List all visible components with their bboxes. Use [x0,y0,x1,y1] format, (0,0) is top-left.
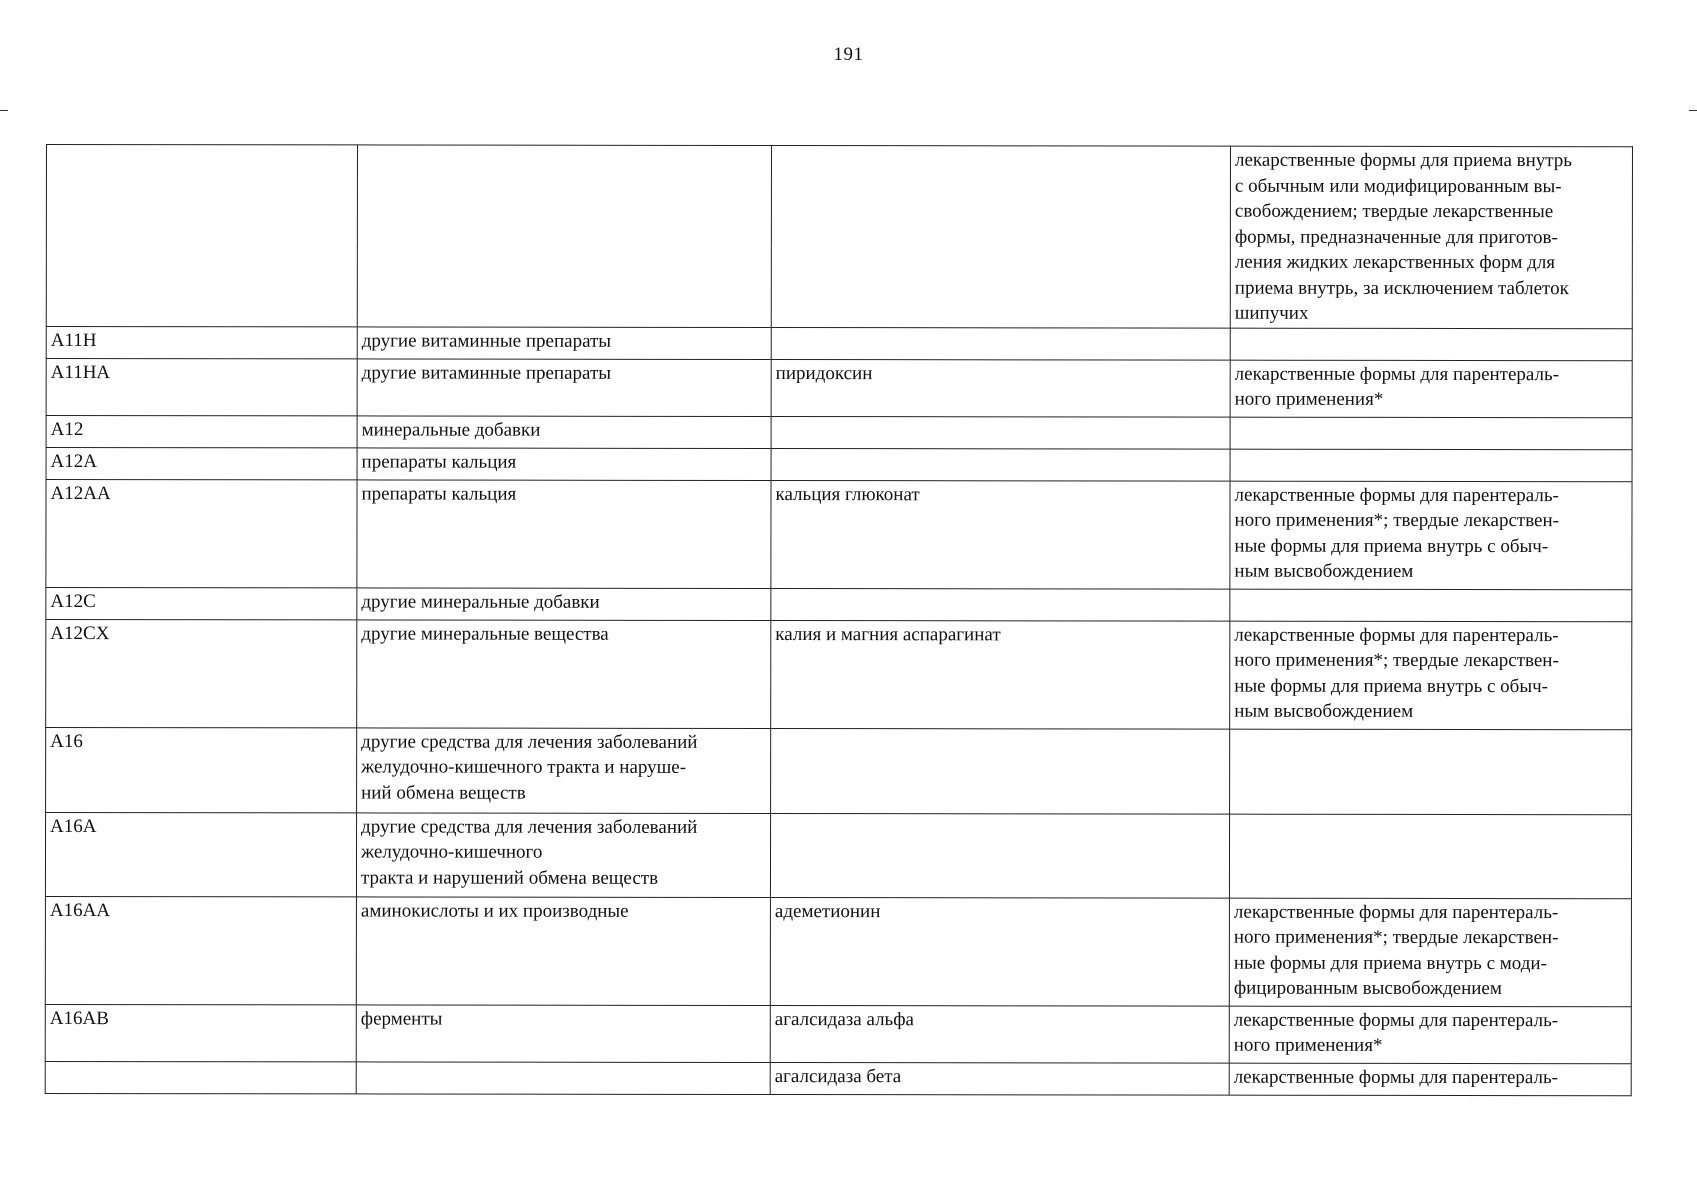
group-cell [357,326,771,359]
drug-text: пиридоксин [775,362,873,384]
table-row [46,447,1632,481]
code-cell [46,479,357,587]
drug-cell [770,1062,1229,1095]
form-text: лекарственные формы для парентераль- [1233,1066,1559,1088]
form-cell [1229,1006,1631,1064]
table-row [46,358,1632,417]
group-text: другие средства для лечения заболеваний желудочно-кишечного тракта и наруше- ний обмена веществ [361,730,698,804]
group-cell [357,587,771,620]
group-text: минеральные добавки [361,418,541,441]
form-cell [1230,729,1632,815]
form-cell [1229,1063,1631,1096]
drug-cell [771,728,1230,814]
group-cell [356,1061,770,1094]
code-text: A11H [50,329,97,351]
code-cell [45,1004,356,1061]
form-cell [1230,621,1632,730]
drug-text: адеметионин [774,900,881,922]
group-cell [357,447,771,480]
code-cell [46,415,357,447]
table-row [46,145,1632,329]
code-text: A11HA [50,361,111,383]
code-cell [46,727,357,812]
drug-cell [770,813,1229,898]
group-text: другие минеральные вещества [361,622,609,645]
table-row [46,326,1632,360]
form-cell [1230,328,1632,361]
code-cell [45,1061,356,1093]
table-row [46,587,1632,621]
drug-text: кальция глюконат [775,483,920,505]
form-cell [1229,814,1631,899]
form-cell [1230,481,1632,590]
drug-cell [771,359,1230,417]
group-text: другие витаминные препараты [361,361,612,384]
group-cell [356,812,770,897]
form-text: лекарственные формы для парентераль- ного применения*; твердые лекарствен- ные формы для приема внутрь с обыч- ным высвобождением [1234,484,1560,582]
drug-cell [770,897,1229,1006]
form-text: лекарственные формы для парентераль- ного применения* [1234,363,1560,410]
group-text: аминокислоты и их производные [360,899,629,922]
code-text: A12 [50,418,84,440]
form-cell [1230,146,1632,328]
group-cell [357,479,771,588]
group-cell [357,619,771,728]
code-cell [46,587,357,619]
table-row [46,415,1632,449]
group-cell [356,1004,770,1062]
group-text: другие витаминные препараты [361,329,612,352]
form-cell [1229,898,1631,1007]
code-cell [46,145,357,327]
group-text: ферменты [360,1007,443,1030]
form-cell [1230,449,1632,482]
drug-cell [771,327,1230,360]
code-cell [46,447,357,479]
drug-text: агалсидаза бета [774,1065,902,1087]
group-text: другие средства для лечения заболеваний желудочно-кишечного тракта и нарушений обмена веществ [360,815,698,889]
code-text: A16AB [49,1007,109,1029]
group-cell [357,727,771,813]
drug-table [45,144,1633,1096]
drug-cell [771,146,1230,328]
code-cell [46,619,357,727]
form-text: лекарственные формы для приема внутрь с обычным или модифицированным вы- свобождением; твердые лекарственные формы, предназначенные для приготов- ления жидких лекарственных форм для приема внутрь, за исключением таблеток шипучих [1234,149,1572,324]
table-row [45,896,1631,1006]
code-text: A12C [50,590,96,612]
code-text: A16A [50,815,97,837]
left-edge-mark [0,110,8,111]
form-cell [1230,360,1632,418]
table-row [46,479,1632,589]
group-text: другие минеральные добавки [361,590,600,613]
code-cell [45,896,356,1004]
code-cell [46,326,357,358]
drug-text: агалсидаза альфа [774,1008,914,1030]
code-cell [45,812,356,896]
code-text: A12A [50,450,98,472]
code-text: A16 [50,730,83,752]
drug-cell [770,1005,1229,1063]
drug-cell [771,588,1230,621]
form-text: лекарственные формы для парентераль- ного применения* [1233,1009,1559,1056]
form-cell [1230,417,1632,450]
drug-cell [771,448,1230,481]
right-edge-mark [1689,110,1697,111]
form-cell [1230,589,1632,622]
form-text: лекарственные формы для парентераль- ного применения*; твердые лекарствен- ные формы для приема внутрь с обыч- ным высвобождением [1234,624,1559,722]
group-text: препараты кальция [361,482,517,505]
code-text: A12AA [50,482,111,504]
table-row [46,727,1632,814]
form-text: лекарственные формы для парентераль- ного применения*; твердые лекарствен- ные формы для приема внутрь с моди- фицированным высвобождением [1233,901,1559,1000]
table-row [45,1004,1631,1063]
code-text: A12CX [50,622,110,644]
group-cell [356,896,770,1005]
table-row [45,1061,1631,1095]
page-number: 191 [833,44,864,65]
drug-text: калия и магния аспарагинат [775,623,1001,645]
drug-cell [771,480,1230,589]
table-row [45,812,1631,898]
group-cell [357,358,771,416]
code-cell [46,358,357,415]
drug-cell [771,416,1230,449]
group-cell [357,415,771,448]
group-cell [357,145,771,327]
code-text: A16AA [49,899,111,921]
group-text: препараты кальция [361,450,517,473]
table-row [46,619,1632,729]
drug-cell [771,620,1230,729]
